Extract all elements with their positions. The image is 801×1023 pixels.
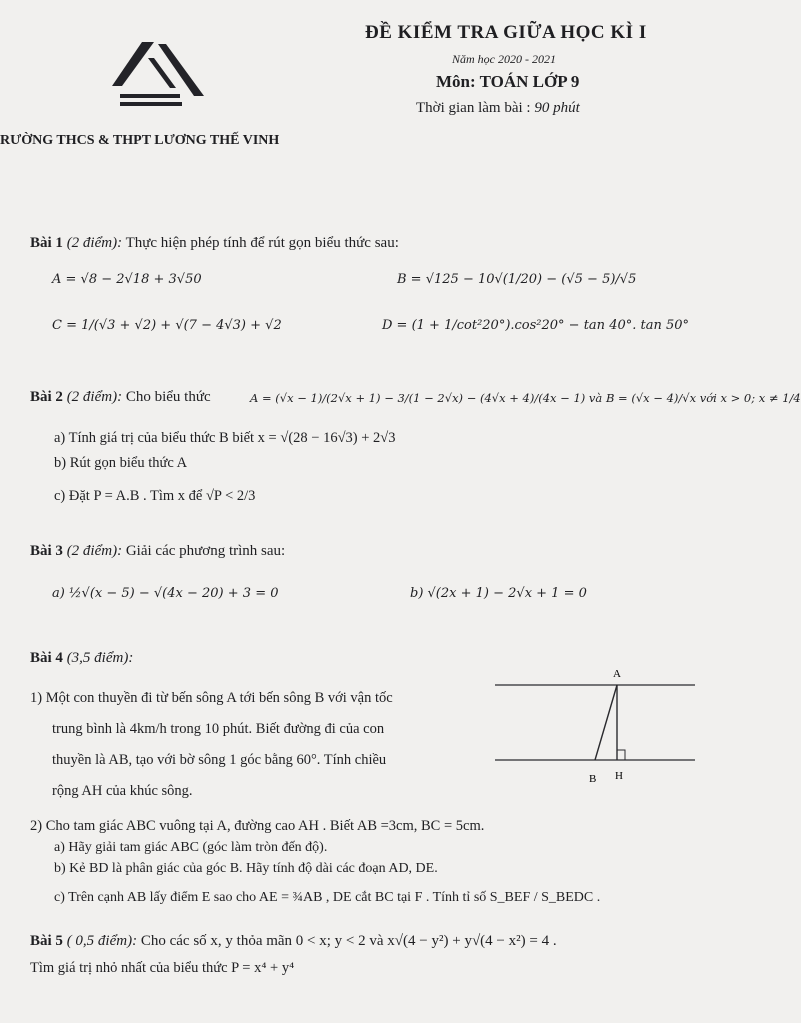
exercise-4-1-line4: rộng AH của khúc sông. <box>52 783 193 799</box>
exercise-4-2b: b) Kẻ BD là phân giác của góc B. Hãy tính độ dài các đoạn AD, DE. <box>54 861 438 876</box>
expr-D: D = (1 + 1/cot²20°).cos²20° − tan 40°. tan 50° <box>382 318 690 333</box>
exercise-5-heading: Bài 5 ( 0,5 điểm): Cho các số x, y thỏa mãn 0 < x; y < 2 và x√(4 − y²) + y√(4 − x²) = 4 . <box>30 933 557 949</box>
exercise-4-heading: Bài 4 (3,5 điểm): <box>30 650 134 666</box>
exercise-4-1-line3: thuyền là AB, tạo với bờ sông 1 góc bằng 60°. Tính chiều <box>52 752 387 768</box>
school-year: Năm học 2020 - 2021 <box>452 52 556 66</box>
exercise-3-heading: Bài 3 (2 điểm): Giải các phương trình sau: <box>30 543 286 559</box>
exercise-4-1-line1: 1) Một con thuyền đi từ bến sông A tới bến sông B với vận tốc <box>30 690 393 706</box>
expr-A: A = √8 − 2√18 + 3√50 <box>52 272 202 287</box>
exercise-4-2a: a) Hãy giải tam giác ABC (góc làm tròn đến độ). <box>54 840 328 855</box>
exercise-4-2: 2) Cho tam giác ABC vuông tại A, đường cao AH . Biết AB =3cm, BC = 5cm. <box>30 818 485 834</box>
exercise-2-expression: A = (√x − 1)/(2√x + 1) − 3/(1 − 2√x) − (4√x + 4)/(4x − 1) và B = (√x − 4)/√x với x > 0; x ≠ 1/4 <box>250 391 801 405</box>
expr-B: B = √125 − 10√(1/20) − (√5 − 5)/√5 <box>397 272 637 287</box>
river-figure <box>495 665 695 785</box>
exercise-5-line2: Tìm giá trị nhỏ nhất của biểu thức P = x⁴ + y⁴ <box>30 960 295 976</box>
expr-C: C = 1/(√3 + √2) + √(7 − 4√3) + √2 <box>52 318 282 333</box>
school-logo-icon <box>112 36 212 110</box>
exercise-3b: b) √(2x + 1) − 2√x + 1 = 0 <box>410 586 587 601</box>
duration: Thời gian làm bài : 90 phút <box>416 100 580 116</box>
exercise-2a: a) Tính giá trị của biểu thức B biết x = √(28 − 16√3) + 2√3 <box>54 430 396 446</box>
exercise-4-2c: c) Trên cạnh AB lấy điểm E sao cho AE = ¾AB , DE cắt BC tại F . Tính tỉ số S_BEF / S_BEDC . <box>54 890 601 905</box>
subject: Môn: TOÁN LỚP 9 <box>436 72 580 91</box>
exercise-1-heading: Bài 1 (2 điểm): Thực hiện phép tính để rút gọn biểu thức sau: <box>30 235 399 251</box>
figure-label-H: H <box>615 770 623 782</box>
figure-label-A: A <box>613 668 621 680</box>
exercise-2-heading: Bài 2 (2 điểm): Cho biểu thức <box>30 389 211 405</box>
exercise-2b: b) Rút gọn biểu thức A <box>54 455 188 471</box>
exercise-3a: a) ½√(x − 5) − √(4x − 20) + 3 = 0 <box>52 586 279 601</box>
school-name: RƯỜNG THCS & THPT LƯƠNG THẾ VINH <box>0 133 280 148</box>
exam-title: ĐỀ KIỂM TRA GIỮA HỌC KÌ I <box>365 22 647 43</box>
figure-label-B: B <box>589 773 597 785</box>
exercise-2c: c) Đặt P = A.B . Tìm x để √P < 2/3 <box>54 488 256 504</box>
exercise-4-1-line2: trung bình là 4km/h trong 10 phút. Biết đường đi của con <box>52 721 385 737</box>
